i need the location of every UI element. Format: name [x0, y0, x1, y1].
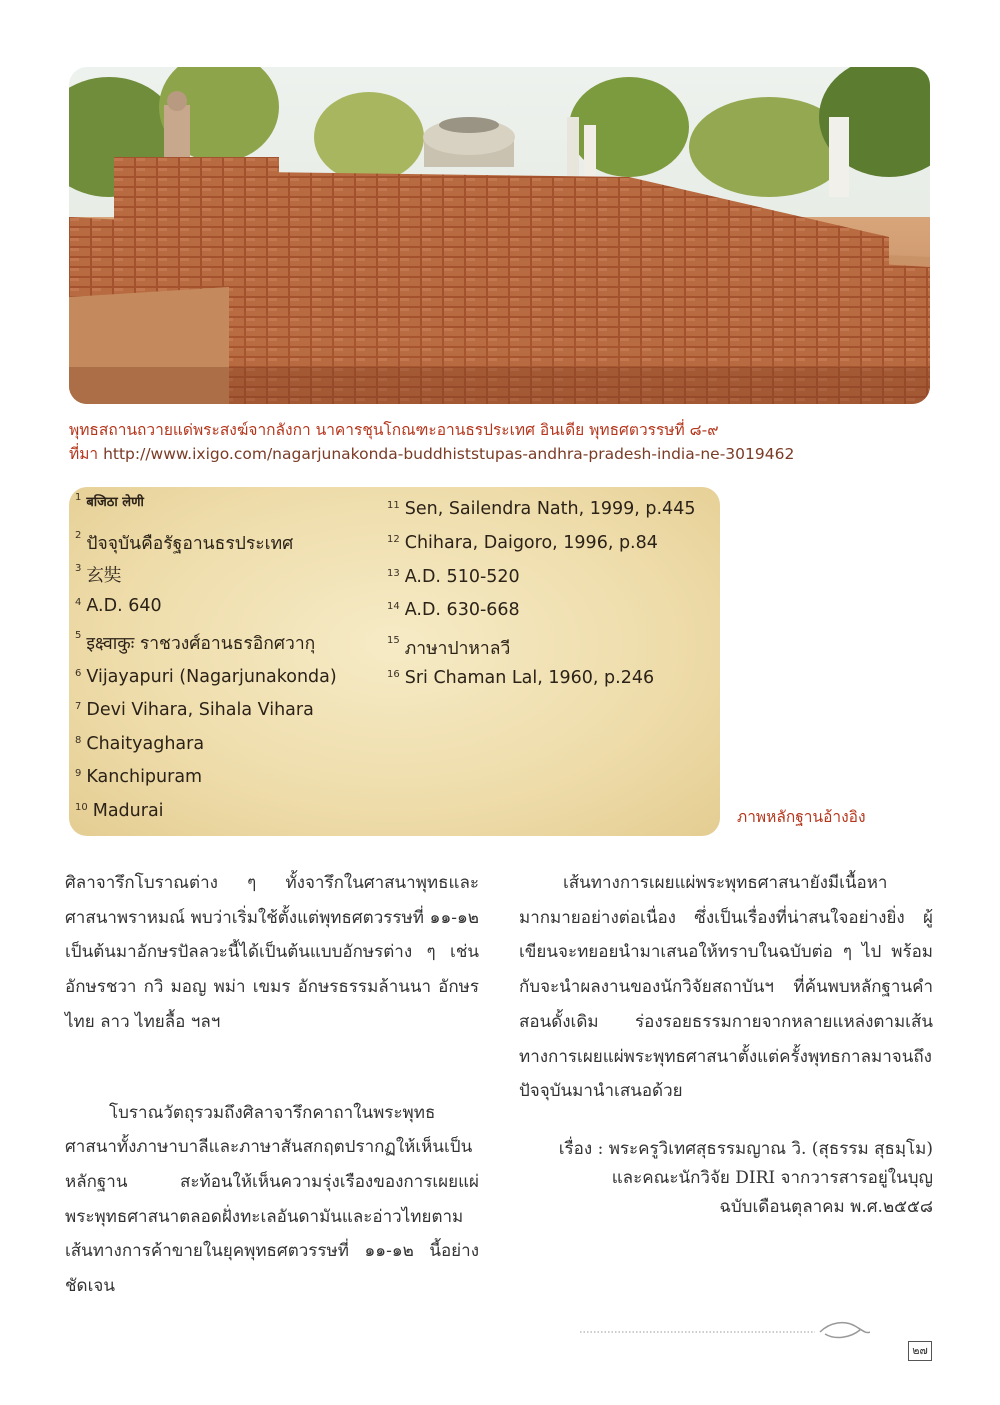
reference-item: $^9$ Kanchipuram — [75, 767, 203, 787]
author-line: ฉบับเดือนตุลาคม พ.ศ.๒๕๕๘ — [719, 1196, 933, 1217]
reference-item: $^2$ ปัจจุบันคือรัฐอานธรประเทศ — [75, 530, 294, 554]
reference-item: $^{10}$ Madurai — [75, 801, 164, 821]
reference-item: $^{15}$ ภาษาปาหาลวี — [387, 635, 511, 659]
reference-item: $^{11}$ Sen, Sailendra Nath, 1999, p.445 — [387, 499, 696, 519]
source-prefix: ที่มา — [69, 445, 99, 463]
reference-card — [69, 487, 720, 836]
ruins-photo — [69, 67, 930, 404]
paragraph: เส้นทางการเผยแผ่พระพุทธศาสนายังมีเนื้อหามากมายอย่างต่อเนื่อง ซึ่งเป็นเรื่องที่น่าสนใจอย่างยิ่ง ผู้เขียนจะทยอยนำมาเสนอให้ทราบในฉบับต่อ ๆ ไป พร้อมกับจะนำผลงานของนักวิจัยสถาบันฯ ที่ค้นพบหลักฐานคำสอนดั้งเดิม ร่องรอยธรรมกายจากหลายแหล่งตามเส้นทางการเผยแผ่พระพุทธศาสนาตั้งแต่ครั้งพุทธกาลมาจนถึงปัจจุบันมานำเสนอด้วย — [519, 873, 933, 1102]
photo-caption — [69, 418, 949, 466]
reference-item: $^8$ Chaityaghara — [75, 734, 205, 754]
author-line: เรื่อง : พระครูวิเทศสุธรรมญาณ วิ. (สุธรรม สุธมฺโม) — [558, 1138, 933, 1159]
reference-item: $^{14}$ A.D. 630-668 — [387, 600, 520, 620]
reference-item: $^{13}$ A.D. 510-520 — [387, 567, 520, 587]
body-column-right — [519, 866, 933, 1222]
reference-item: $^3$ 玄奘 — [75, 563, 122, 586]
reference-item: $^4$ A.D. 640 — [75, 596, 162, 616]
reference-item: $^6$ Vijayapuri (Nagarjunakonda) — [75, 667, 337, 687]
reference-item: $^5$ इक्ष्वाकुः ราชวงศ์อานธรอิกศวากุ — [75, 630, 316, 654]
ruins-illustration — [69, 67, 930, 404]
author-line: และคณะนักวิจัย DIRI จากวารสารอยู่ในบุญ — [611, 1167, 933, 1188]
paragraph: ศิลาจารึกโบราณต่าง ๆ ทั้งจารึกในศาสนาพุทธและศาสนาพราหมณ์ พบว่าเริ่มใช้ตั้งแต่พุทธศตวรรษที่ ๑๑-๑๒ เป็นต้นมาอักษรปัลลวะนี้ได้เป็นต้นแบบอักษรต่าง ๆ เช่นอักษรชวา กวิ มอญ พม่า เขมร อักษรธรรมล้านนา อักษรไทย ลาว ไทยลื้อ ฯลฯ — [65, 873, 479, 1032]
reference-item: $^1$ बजिठा लेणी — [75, 492, 144, 510]
author-credit — [519, 1135, 933, 1222]
caption-text: พุทธสถานถวายแด่พระสงฆ์จากลังกา นาคารชุนโกณฑะอานธรประเทศ อินเดีย พุทธศตวรรษที่ ๘-๙ — [69, 421, 719, 439]
source-url: http://www.ixigo.com/nagarjunakonda-buddhiststupas-andhra-pradesh-india-ne-3019462 — [103, 445, 795, 463]
divider-ornament — [580, 1316, 870, 1346]
body-column-left — [65, 866, 479, 1304]
caption-source — [69, 442, 949, 466]
reference-item: $^{16}$ Sri Chaman Lal, 1960, p.246 — [387, 668, 655, 688]
reference-item: $^{12}$ Chihara, Daigoro, 1996, p.84 — [387, 533, 658, 553]
reference-item: $^7$ Devi Vihara, Sihala Vihara — [75, 700, 314, 720]
page-number: ๒๗ — [908, 1341, 932, 1361]
paragraph: โบราณวัตถุรวมถึงศิลาจารึกคาถาในพระพุทธศาสนาทั้งภาษาบาลีและภาษาสันสกฤตปรากฏให้เห็นเป็นหลักฐาน สะท้อนให้เห็นความรุ่งเรืองของการเผยแผ่พระพุทธศาสนาตลอดฝั่งทะเลอันดามันและอ่าวไทยตามเส้นทางการค้าขายในยุคพุทธศตวรรษที่ ๑๑-๑๒ นี้อย่างชัดเจน — [65, 1102, 479, 1297]
evidence-label: ภาพหลักฐานอ้างอิง — [737, 808, 866, 826]
